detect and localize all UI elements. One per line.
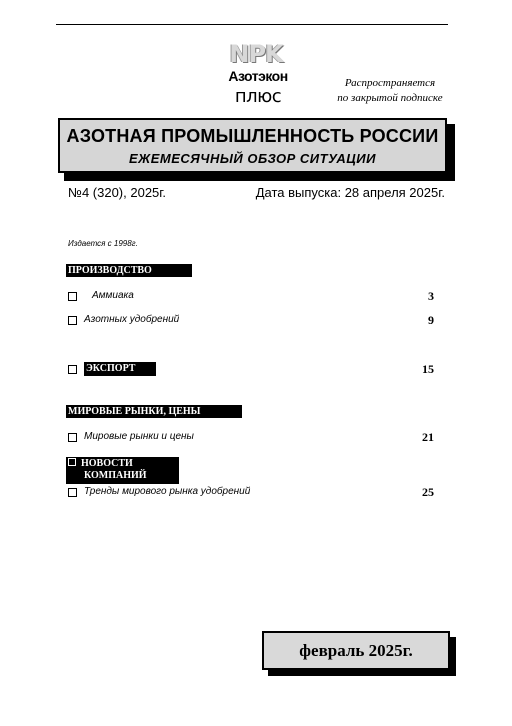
checkbox-icon <box>68 488 77 497</box>
logo-npk-text: NPK <box>229 40 283 68</box>
subscription-line-1: Распространяется <box>344 77 436 89</box>
toc-page-number: 25 <box>422 485 434 499</box>
subscription-note <box>326 76 454 106</box>
toc-item-label: Мировые рынки и цены <box>84 431 194 442</box>
masthead-logo <box>210 40 306 108</box>
section-company-news <box>66 457 179 484</box>
logo-azot-text: Азотэкон <box>228 68 288 84</box>
news-head-line-1: НОВОСТИ <box>81 458 133 469</box>
toc-page-number: 3 <box>428 289 434 303</box>
issue-number: №4 (320), 2025г. <box>68 185 167 200</box>
toc-item-ammonia[interactable] <box>68 290 436 304</box>
toc-page-number: 15 <box>422 362 434 376</box>
title-banner <box>58 118 447 173</box>
toc-item-label: Тренды мирового рынка удобрений <box>84 486 251 497</box>
checkbox-icon <box>68 316 77 325</box>
issue-month: февраль 2025г. <box>262 631 450 670</box>
section-export: ЭКСПОРТ <box>84 362 156 376</box>
checkbox-icon <box>68 365 77 374</box>
publication-subtitle: ЕЖЕМЕСЯЧНЫЙ ОБЗОР СИТУАЦИИ <box>129 151 376 166</box>
checkbox-icon <box>68 433 77 442</box>
section-production: ПРОИЗВОДСТВО <box>66 264 192 277</box>
toc-item-nitrogen-fertilizers[interactable] <box>68 314 436 328</box>
top-rule <box>56 24 448 25</box>
checkbox-icon <box>68 292 77 301</box>
toc-page-number: 21 <box>422 430 434 444</box>
news-head-line-2: КОМПАНИЙ <box>84 470 147 481</box>
toc-page-number: 9 <box>428 313 434 327</box>
toc-item-fertilizer-trends[interactable] <box>68 486 436 500</box>
toc-item-label: Аммиака <box>92 290 134 301</box>
release-date: Дата выпуска: 28 апреля 2025г. <box>255 185 445 200</box>
publication-title: АЗОТНАЯ ПРОМЫШЛЕННОСТЬ РОССИИ <box>66 126 439 146</box>
subscription-line-2: по закрытой подписке <box>337 92 443 104</box>
logo-plus-text: плюс <box>234 86 282 107</box>
toc-item-world-markets[interactable] <box>68 431 436 445</box>
checkbox-icon <box>68 458 76 466</box>
toc-item-label: Азотных удобрений <box>84 314 180 325</box>
published-since: Издается с 1998г. <box>68 239 138 248</box>
section-world-markets: МИРОВЫЕ РЫНКИ, ЦЕНЫ <box>66 405 242 418</box>
